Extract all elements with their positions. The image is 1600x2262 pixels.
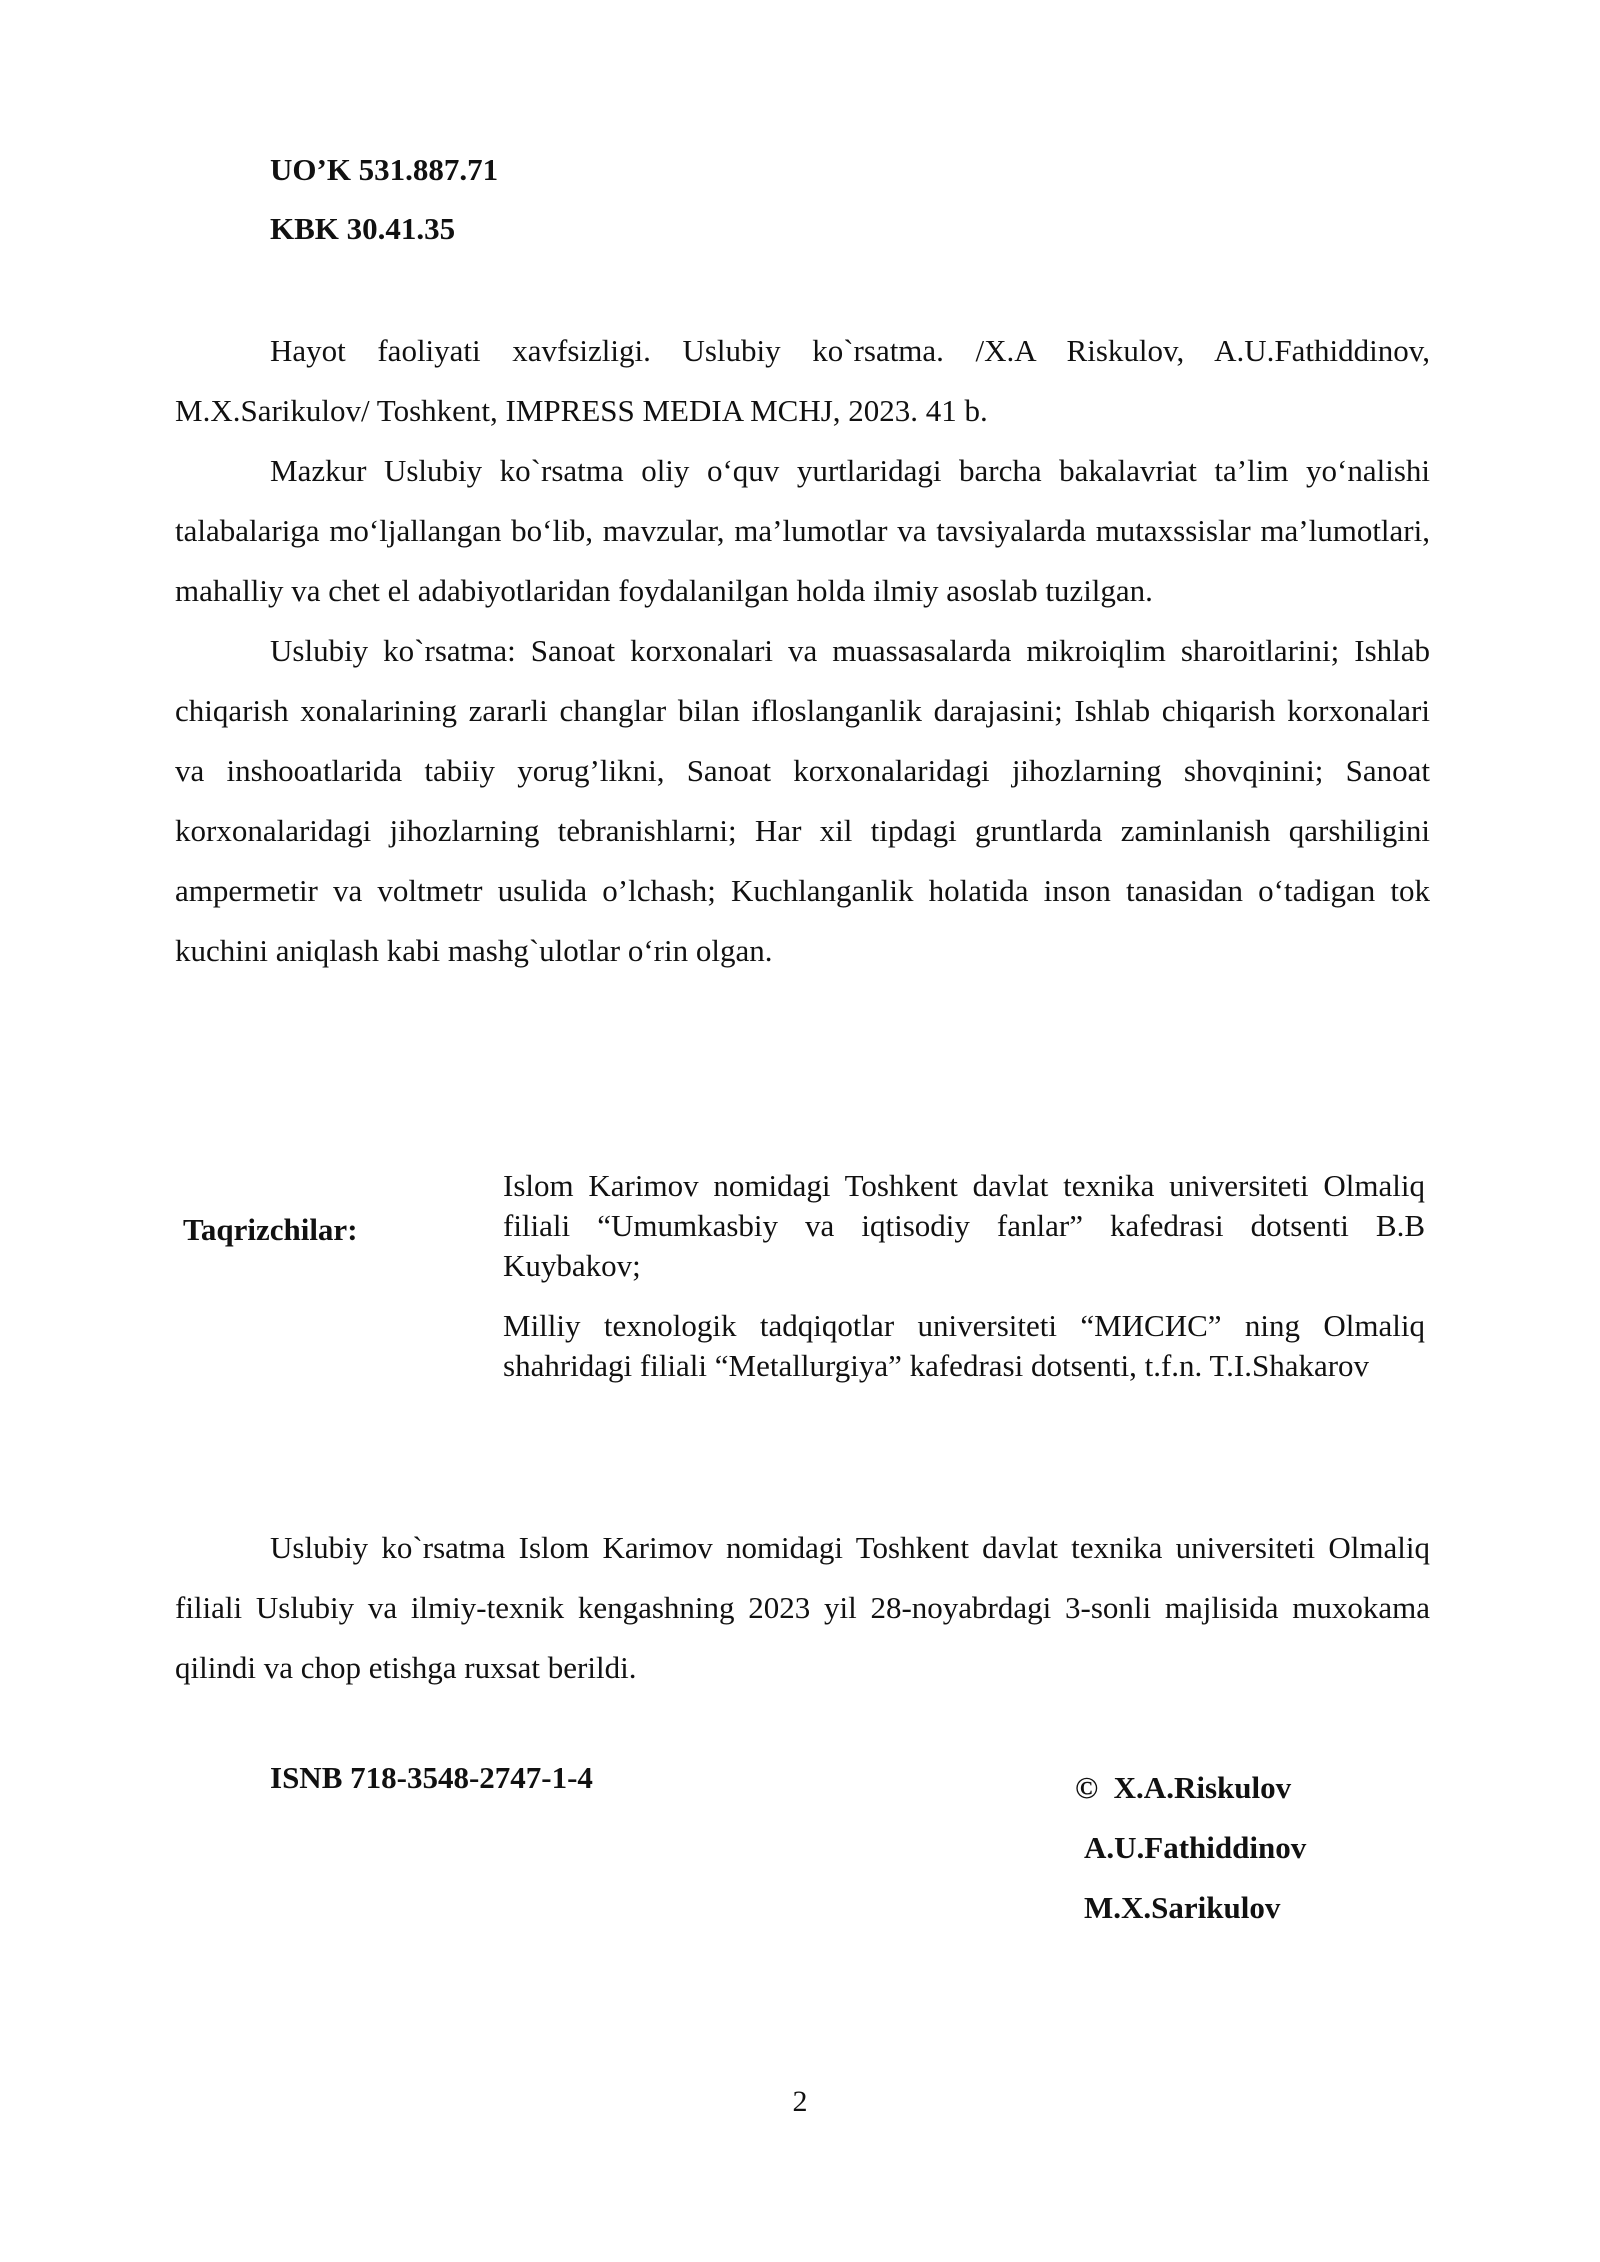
contents-paragraph: Uslubiy ko`rsatma: Sanoat korxonalari va muassasalarda mikroiqlim sharoitlarini; Ishlab chiqarish xonalarining zararli changlar bilan ifloslanganlik darajasini; Ishlab chiqarish korxonalari va inshooatlarida tabiiy yorug’likni, Sanoat korxonalaridagi jihozlarning shovqinini; Sanoat korxonalaridagi jihozlarning tebranishlarni; Har xil tipdagi gruntlarda zaminlanish qarshiligini ampermetir va voltmetr usulida o’lchash; Kuchlanganlik holatida inson tanasidan o‘tadigan tok kuchini aniqlash kabi mashg`ulotlar o‘rin olgan. [175, 633, 1430, 968]
copyright-block [1075, 1758, 1306, 1938]
copyright-first-author [1075, 1758, 1306, 1818]
copyright-symbol: © [1075, 1770, 1099, 1805]
purpose-paragraph: Mazkur Uslubiy ko`rsatma oliy o‘quv yurtlaridagi barcha bakalavriat ta’lim yo‘nalishi talabalariga mo‘ljallangan bo‘lib, mavzular, ma’lumotlar va tavsiyalarda mutaxssislar ma’lumotlari, mahalliy va chet el adabiyotlaridan foydalanilgan holda ilmiy asoslab tuzilgan. [175, 453, 1430, 608]
approval-paragraph: Uslubiy ko`rsatma Islom Karimov nomidagi Toshkent davlat texnika universiteti Olmaliq filiali Uslubiy va ilmiy-texnik kengashning 2023 yil 28-noyabrdagi 3-sonli majlisida muxokama qilindi va chop etishga ruxsat berildi. [175, 1530, 1430, 1685]
isbn-number: ISNB 718-3548-2747-1-4 [270, 1760, 593, 1795]
author-name: X.A.Riskulov [1113, 1770, 1292, 1805]
reviewer-item: Islom Karimov nomidagi Toshkent davlat texnika universiteti Olmaliq filiali “Umumkasbiy va iqtisodiy fanlar” kafedrasi dotsenti B.B Kuybakov; [503, 1168, 1425, 1283]
author-name: M.X.Sarikulov [1084, 1890, 1281, 1925]
uok-code: UO’K 531.887.71 [270, 152, 499, 187]
kbk-code: KBK 30.41.35 [270, 211, 456, 246]
annotation-block [175, 321, 1430, 981]
approval-block [175, 1518, 1430, 1698]
reviewer-item: Milliy texnologik tadqiqotlar universiteti “МИСИС” ning Olmaliq shahridagi filiali “Metallurgiya” kafedrasi dotsenti, t.f.n. T.I.Shakarov [503, 1308, 1425, 1383]
author-name: A.U.Fathiddinov [1084, 1830, 1307, 1865]
reviewers-label: Taqrizchilar: [183, 1212, 358, 1247]
bibliographic-reference: Hayot faoliyati xavfsizligi. Uslubiy ko`rsatma. /X.A Riskulov, A.U.Fathiddinov, M.X.Sarikulov/ Toshkent, IMPRESS MEDIA MCHJ, 2023. 41 b. [175, 333, 1430, 428]
page-number: 2 [792, 2085, 808, 2118]
reviewers-list [503, 1166, 1425, 1406]
